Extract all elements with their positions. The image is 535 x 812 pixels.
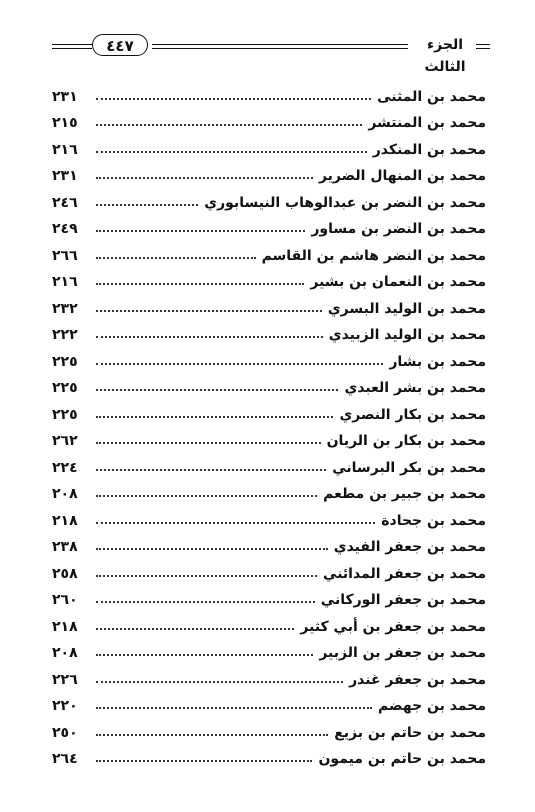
index-entry	[52, 319, 486, 346]
entry-name: محمد بن المنهال الضرير	[318, 168, 486, 184]
index-entry	[52, 345, 486, 372]
header-rule-left	[52, 44, 92, 49]
dot-leader	[96, 151, 367, 153]
page-number-badge: ٤٤٧	[92, 34, 148, 56]
entry-name: محمد بن بكار بن الريان	[326, 433, 486, 449]
entry-name: محمد بن بكار النصري	[339, 406, 486, 423]
entry-name: محمد بن بكر البرساني	[332, 459, 486, 476]
dot-leader	[96, 416, 333, 418]
index-entry	[52, 531, 486, 558]
entry-page-number: ٢١٨	[52, 618, 78, 635]
dot-leader	[96, 601, 315, 603]
entry-page-number: ٢١٨	[52, 512, 78, 529]
entry-name: محمد بن النضر هاشم بن القاسم	[261, 247, 486, 264]
dot-leader	[96, 230, 305, 232]
entry-page-number: ٢١٦	[52, 141, 78, 158]
entry-page-number: ٢٦٠	[52, 592, 78, 608]
entry-page-number: ٢٠٨	[52, 645, 78, 661]
entry-name: محمد بن بشار	[389, 353, 486, 370]
entry-name: محمد بن جحادة	[381, 512, 486, 529]
dot-leader	[96, 522, 375, 524]
volume-title: الجزء الثالث	[424, 37, 466, 75]
index-entry	[52, 160, 486, 187]
dot-leader	[96, 389, 338, 391]
dot-leader	[96, 495, 317, 497]
index-entry	[52, 425, 486, 452]
entry-page-number: ٢٤٦	[52, 194, 78, 211]
header-rule-middle	[152, 44, 408, 49]
entry-name: محمد بن المنكدر	[372, 141, 486, 158]
entry-page-number: ٢٥٠	[52, 724, 78, 741]
index-entry	[52, 398, 486, 425]
index-entry	[52, 372, 486, 399]
entry-page-number: ٢٥٨	[52, 565, 78, 582]
dot-leader	[96, 760, 312, 762]
entry-page-number: ٢٣١	[52, 88, 78, 105]
index-entry	[52, 239, 486, 266]
dot-leader	[96, 257, 256, 259]
entry-name: محمد بن المنتشر	[368, 115, 486, 131]
entry-name: محمد بن جعفر بن الزبير	[319, 645, 486, 661]
header-rule-right	[476, 44, 490, 49]
entry-page-number: ٢٢٠	[52, 698, 78, 714]
entry-name: محمد بن حاتم بن ميمون	[318, 751, 486, 767]
entry-name: محمد بن جعفر الوركاني	[320, 592, 486, 608]
dot-leader	[96, 310, 322, 312]
entry-name: محمد بن جعفر المدائني	[323, 565, 486, 582]
entry-name: محمد بن جعفر غندر	[349, 671, 486, 688]
dot-leader	[96, 575, 317, 577]
index-entry	[52, 107, 486, 134]
entry-page-number: ٢٢٥	[52, 380, 78, 396]
index-entry	[52, 266, 486, 293]
entry-name: محمد بن جهضم	[378, 698, 486, 714]
index-entry	[52, 610, 486, 637]
index-entry	[52, 213, 486, 240]
entry-name: محمد بن النعمان بن بشير	[310, 274, 486, 290]
dot-leader	[96, 177, 313, 179]
dot-leader	[96, 204, 198, 206]
index-entry	[52, 690, 486, 717]
entry-page-number: ٢٠٨	[52, 486, 78, 502]
index-entry	[52, 478, 486, 505]
entry-page-number: ٢٢٤	[52, 459, 78, 476]
entry-page-number: ٢٢٢	[52, 327, 78, 343]
index-entry	[52, 743, 486, 770]
dot-leader	[96, 548, 328, 550]
index-entry	[52, 637, 486, 664]
index-entry	[52, 663, 486, 690]
entry-name: محمد بن النضر بن عبدالوهاب النيسابوري	[204, 194, 486, 211]
entry-name: محمد بن جعفر الفيدي	[333, 539, 486, 555]
dot-leader	[96, 654, 313, 656]
entry-name: محمد بن المثنى	[377, 88, 486, 105]
index-list	[52, 80, 486, 769]
dot-leader	[96, 98, 371, 100]
entry-page-number: ٢٣٨	[52, 539, 78, 555]
entry-name: محمد بن بشر العبدي	[344, 380, 486, 396]
entry-page-number: ٢٣٢	[52, 300, 78, 317]
dot-leader	[96, 469, 326, 471]
dot-leader	[96, 336, 323, 338]
entry-name: محمد بن جعفر بن أبي كثير	[300, 618, 486, 635]
index-entry	[52, 451, 486, 478]
dot-leader	[96, 681, 343, 683]
index-entry	[52, 80, 486, 107]
dot-leader	[96, 363, 383, 365]
dot-leader	[96, 707, 372, 709]
entry-page-number: ٢٢٥	[52, 406, 78, 423]
entry-page-number: ٢١٥	[52, 115, 78, 131]
entry-page-number: ٢٦٦	[52, 247, 78, 264]
dot-leader	[96, 628, 294, 630]
index-entry	[52, 504, 486, 531]
entry-name: محمد بن حاتم بن بزيع	[334, 724, 486, 741]
entry-page-number: ٢٤٩	[52, 221, 78, 237]
entry-name: محمد بن الوليد البسري	[327, 300, 486, 317]
entry-page-number: ٢٢٥	[52, 353, 78, 370]
dot-leader	[96, 734, 328, 736]
index-entry	[52, 557, 486, 584]
page-header	[52, 34, 490, 75]
entry-page-number: ٢٦٢	[52, 433, 78, 449]
dot-leader	[96, 124, 362, 126]
index-entry	[52, 133, 486, 160]
dot-leader	[96, 283, 304, 285]
entry-name: محمد بن جبير بن مطعم	[323, 486, 486, 502]
index-entry	[52, 716, 486, 743]
entry-name: محمد بن النضر بن مساور	[311, 221, 486, 237]
entry-page-number: ٢٦٤	[52, 751, 78, 767]
entry-name: محمد بن الوليد الزبيدي	[328, 327, 486, 343]
entry-page-number: ٢٢٦	[52, 671, 78, 688]
index-entry	[52, 186, 486, 213]
entry-page-number: ٢١٦	[52, 274, 78, 290]
entry-page-number: ٢٣١	[52, 168, 78, 184]
index-entry	[52, 584, 486, 611]
index-entry	[52, 292, 486, 319]
dot-leader	[96, 442, 321, 444]
